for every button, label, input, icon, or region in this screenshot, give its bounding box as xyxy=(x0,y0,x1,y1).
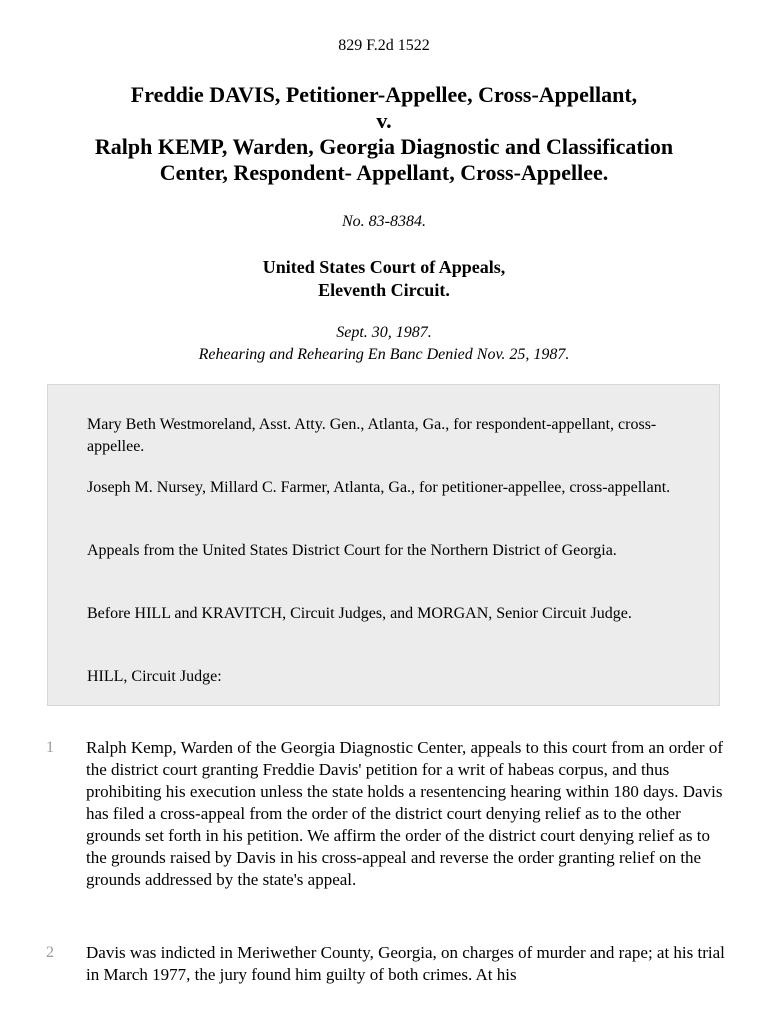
decision-date: Sept. 30, 1987. xyxy=(336,324,432,341)
paragraph-number: 2 xyxy=(46,944,54,961)
opinion-author: HILL, Circuit Judge: xyxy=(87,668,222,685)
rehearing-date: Rehearing and Rehearing En Banc Denied Nov. 25, 1987. xyxy=(198,346,570,363)
decision-dates xyxy=(0,322,768,366)
counsel-petitioner: Joseph M. Nursey, Millard C. Farmer, Atlanta, Ga., for petitioner-appellee, cross-appellant. xyxy=(87,479,671,496)
docket-number: No. 83-8384. xyxy=(342,213,426,230)
counsel-panel xyxy=(47,384,720,706)
case-title-petitioner: Freddie DAVIS, Petitioner-Appellee, Cross-Appellant, xyxy=(130,82,638,107)
panel-judges: Before HILL and KRAVITCH, Circuit Judges, and MORGAN, Senior Circuit Judge. xyxy=(87,605,632,622)
court-name-line2: Eleventh Circuit. xyxy=(318,280,450,300)
appeal-source: Appeals from the United States District Court for the Northern District of Georgia. xyxy=(87,542,617,559)
court-name-line1: United States Court of Appeals, xyxy=(262,257,506,277)
paragraph-text: Ralph Kemp, Warden of the Georgia Diagnostic Center, appeals to this court from an order of the district court granting Freddie Davis' petition for a writ of habeas corpus, and thus prohibiting his execution unless the state holds a resentencing hearing within 180 days. Davis has filed a cross-appeal from the order of the district court denying relief as to the other grounds set forth in his petition. We affirm the order of the district court denying relief as to the grounds raised by Davis in his cross-appeal and reverse the order granting relief on the grounds addressed by the state's appeal. xyxy=(86,738,724,889)
case-title-respondent-cont: Center, Respondent- Appellant, Cross-Appellee. xyxy=(159,160,609,185)
paragraph-text: Davis was indicted in Meriwether County, Georgia, on charges of murder and rape; at his trial in March 1977, the jury found him guilty of both crimes. At his xyxy=(86,943,725,984)
court-name xyxy=(0,256,768,302)
case-citation: 829 F.2d 1522 xyxy=(338,37,430,54)
paragraph-number: 1 xyxy=(46,739,54,756)
case-title xyxy=(20,82,748,186)
case-title-respondent: Ralph KEMP, Warden, Georgia Diagnostic and Classification xyxy=(94,134,674,159)
counsel-respondent: Mary Beth Westmoreland, Asst. Atty. Gen., Atlanta, Ga., for respondent-appellant, cross-appellee. xyxy=(87,416,657,455)
case-title-versus: v. xyxy=(376,108,392,133)
